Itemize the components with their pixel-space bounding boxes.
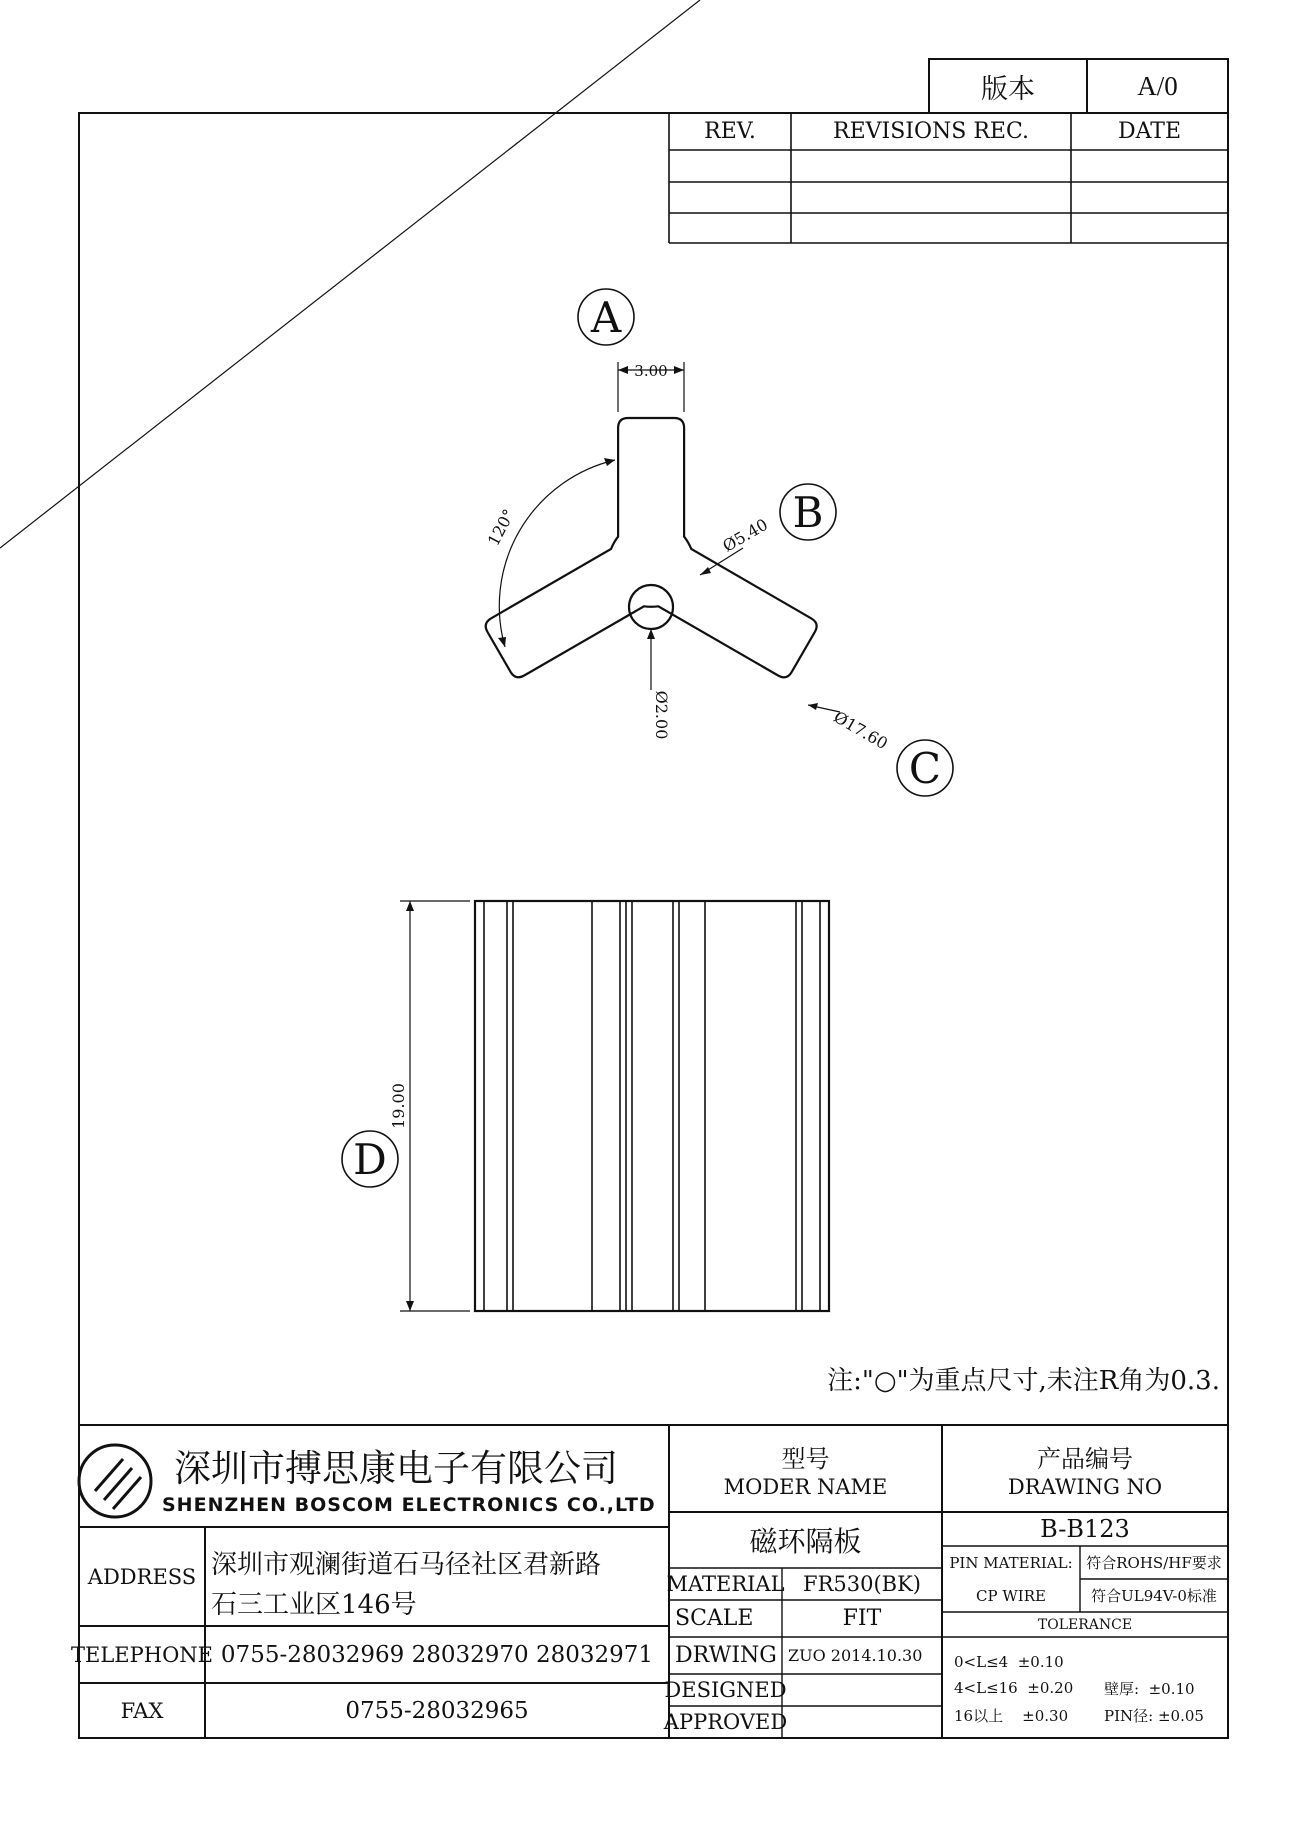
dim-height-text: 19.00 — [389, 1083, 408, 1129]
tolerance-label: TOLERANCE — [1037, 1616, 1133, 1633]
spacer-side-view — [475, 901, 829, 1311]
model-label-cn: 型号 — [781, 1444, 830, 1473]
cp-wire-value: 符合UL94V-0标准 — [1091, 1587, 1217, 1605]
tolerance-row1: 0<L≤4 ±0.10 — [954, 1653, 1064, 1671]
pin-material-value: 符合ROHS/HF要求 — [1086, 1554, 1222, 1572]
company-logo — [79, 1445, 151, 1517]
dim-angle-arc — [499, 460, 615, 647]
designed-value — [782, 1674, 942, 1706]
fax-value: 0755-28032965 — [345, 1697, 529, 1724]
drawing-no-label-cn: 产品编号 — [1037, 1444, 1133, 1473]
model-value: 磁环隔板 — [749, 1525, 862, 1558]
model-label-en: MODER NAME — [723, 1475, 888, 1499]
drawing-no-value: B-B123 — [1040, 1515, 1130, 1543]
dim-hub-text: Ø5.40 — [719, 514, 772, 556]
telephone-label: TELEPHONE — [71, 1642, 213, 1667]
designed-label: DESIGNED — [664, 1678, 787, 1702]
cp-wire-label: CP WIRE — [976, 1586, 1046, 1605]
dim-hole-text: Ø2.00 — [652, 690, 671, 740]
tolerance-row2-b: 壁厚: ±0.10 — [1104, 1679, 1195, 1698]
scale-value: FIT — [842, 1606, 882, 1631]
telephone-value: 0755-28032969 28032970 28032971 — [220, 1641, 654, 1668]
material-label: MATERIAL — [666, 1572, 785, 1596]
pin-material-label: PIN MATERIAL: — [949, 1553, 1073, 1572]
version-value: A/0 — [1137, 70, 1178, 101]
drawing-value: ZUO 2014.10.30 — [788, 1646, 923, 1665]
rev-header-rev: REV. — [704, 119, 756, 144]
drawing-note: 注:"○"为重点尺寸,未注R角为0.3. — [827, 1365, 1220, 1396]
scale-label: SCALE — [675, 1606, 754, 1631]
callout-d: D — [353, 1135, 387, 1184]
dim-height-lines — [400, 901, 470, 1311]
callout-a: A — [590, 293, 622, 342]
version-label: 版本 — [981, 73, 1035, 105]
company-name-cn: 深圳市搏思康电子有限公司 — [174, 1447, 618, 1490]
address-line1: 深圳市观澜街道石马径社区君新路 — [211, 1549, 602, 1580]
material-value: FR530(BK) — [803, 1572, 921, 1596]
company-name-en: SHENZHEN BOSCOM ELECTRONICS CO.,LTD — [162, 1494, 656, 1516]
dim-width-text: 3.00 — [634, 362, 668, 380]
fax-label: FAX — [120, 1698, 164, 1723]
drawing-label: DRWING — [675, 1643, 777, 1668]
dim-angle-text: 120° — [483, 505, 519, 549]
callout-c: C — [908, 744, 942, 793]
rev-header-date: DATE — [1117, 119, 1182, 144]
approved-value — [782, 1706, 942, 1738]
dim-outer-text: Ø17.60 — [830, 707, 892, 754]
approved-label: APPROVED — [663, 1710, 788, 1734]
callout-b: B — [792, 488, 824, 537]
tolerance-row3-a: 16以上 ±0.30 — [954, 1706, 1069, 1725]
rev-header-rec: REVISIONS REC. — [833, 119, 1029, 144]
address-line2: 石三工业区146号 — [211, 1589, 417, 1620]
tolerance-row2-a: 4<L≤16 ±0.20 — [954, 1679, 1074, 1697]
drawing-no-label-en: DRAWING NO — [1007, 1475, 1163, 1499]
address-label: ADDRESS — [87, 1564, 197, 1589]
tolerance-row3-b: PIN径: ±0.05 — [1104, 1706, 1204, 1725]
